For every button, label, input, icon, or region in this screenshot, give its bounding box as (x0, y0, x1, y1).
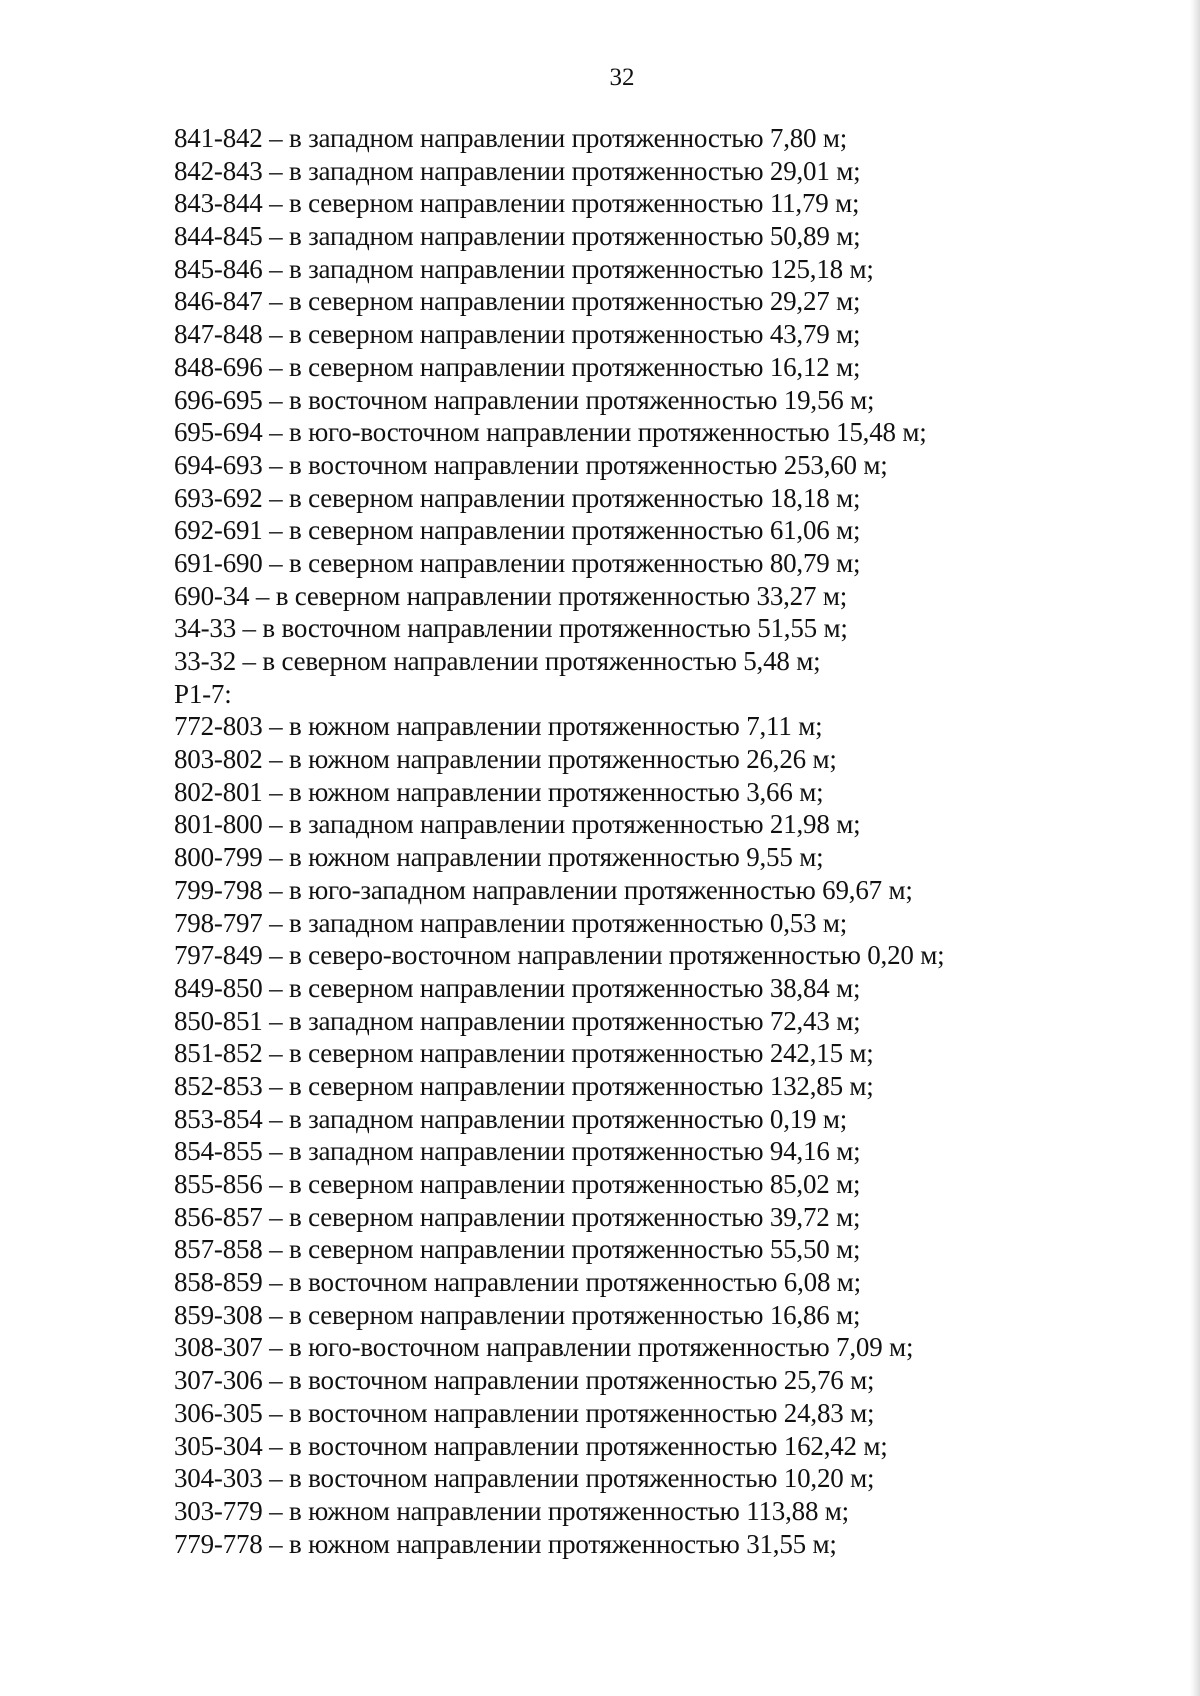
text-line: 34-33 – в восточном направлении протяженностью 51,55 м; (174, 613, 848, 644)
text-line: 858-859 – в восточном направлении протяженностью 6,08 м; (174, 1267, 861, 1298)
text-line: 306-305 – в восточном направлении протяженностью 24,83 м; (174, 1397, 875, 1428)
text-line: 843-844 – в северном направлении протяженностью 11,79 м; (174, 188, 860, 219)
text-line: 695-694 – в юго-восточном направлении протяженностью 15,48 м; (174, 417, 927, 448)
text-line: 851-852 – в северном направлении протяженностью 242,15 м; (174, 1038, 874, 1069)
text-line: 694-693 – в восточном направлении протяженностью 253,60 м; (174, 449, 888, 480)
text-line: 845-846 – в западном направлении протяженностью 125,18 м; (174, 253, 874, 284)
text-line: 844-845 – в западном направлении протяженностью 50,89 м; (174, 221, 861, 252)
scan-edge-shadow (1190, 0, 1200, 1696)
text-line: 692-691 – в северном направлении протяженностью 61,06 м; (174, 515, 861, 546)
text-line: 802-801 – в южном направлении протяженностью 3,66 м; (174, 776, 824, 807)
text-line: 855-856 – в северном направлении протяженностью 85,02 м; (174, 1169, 861, 1199)
text-line: 841-842 – в западном направлении протяженностью 7,80 м; (174, 123, 848, 153)
text-line: 853-854 – в западном направлении протяженностью 0,19 м; (174, 1103, 848, 1134)
text-line: 803-802 – в южном направлении протяженностью 26,26 м; (174, 744, 837, 775)
page-number: 32 (609, 64, 635, 91)
text-line: 308-307 – в юго-восточном направлении протяженностью 7,09 м; (174, 1332, 914, 1363)
text-line: 779-778 – в южном направлении протяженностью 31,55 м; (174, 1528, 837, 1559)
text-line: 800-799 – в южном направлении протяженностью 9,55 м; (174, 842, 824, 873)
text-line: 801-800 – в западном направлении протяженностью 21,98 м; (174, 809, 861, 840)
text-line: 798-797 – в западном направлении протяженностью 0,53 м; (174, 907, 848, 938)
boundary-description (174, 122, 1034, 1560)
text-line: 303-779 – в южном направлении протяженностью 113,88 м; (174, 1495, 849, 1526)
text-line: 859-308 – в северном направлении протяженностью 16,86 м; (174, 1299, 861, 1330)
text-line: 849-850 – в северном направлении протяженностью 38,84 м; (174, 972, 861, 1003)
section-heading: Р1-7: (174, 678, 232, 709)
text-line: 848-696 – в северном направлении протяженностью 16,12 м; (174, 351, 861, 382)
text-line: 846-847 – в северном направлении протяженностью 29,27 м; (174, 286, 861, 317)
text-line: 304-303 – в восточном направлении протяженностью 10,20 м; (174, 1463, 875, 1494)
text-line: 847-848 – в северном направлении протяженностью 43,79 м; (174, 319, 861, 350)
text-line: 690-34 – в северном направлении протяженностью 33,27 м; (174, 580, 848, 611)
text-line: 842-843 – в западном направлении протяженностью 29,01 м; (174, 155, 861, 186)
text-line: 856-857 – в северном направлении протяженностью 39,72 м; (174, 1201, 861, 1232)
text-line: 693-692 – в северном направлении протяженностью 18,18 м; (174, 482, 861, 513)
text-line: 33-32 – в северном направлении протяженностью 5,48 м; (174, 646, 821, 676)
text-line: 850-851 – в западном направлении протяженностью 72,43 м; (174, 1005, 861, 1036)
text-line: 857-858 – в северном направлении протяженностью 55,50 м; (174, 1234, 861, 1265)
text-line: 307-306 – в восточном направлении протяженностью 25,76 м; (174, 1365, 875, 1396)
text-line: 772-803 – в южном направлении протяженностью 7,11 м; (174, 711, 823, 742)
text-line: 696-695 – в восточном направлении протяженностью 19,56 м; (174, 384, 875, 415)
text-line: 797-849 – в северо-восточном направлении протяженностью 0,20 м; (174, 940, 945, 971)
text-line: 852-853 – в северном направлении протяженностью 132,85 м; (174, 1070, 874, 1101)
text-line: 305-304 – в восточном направлении протяженностью 162,42 м; (174, 1430, 888, 1461)
text-line: 854-855 – в западном направлении протяженностью 94,16 м; (174, 1136, 861, 1167)
text-line: 799-798 – в юго-западном направлении протяженностью 69,67 м; (174, 874, 913, 905)
text-line: 691-690 – в северном направлении протяженностью 80,79 м; (174, 547, 861, 578)
